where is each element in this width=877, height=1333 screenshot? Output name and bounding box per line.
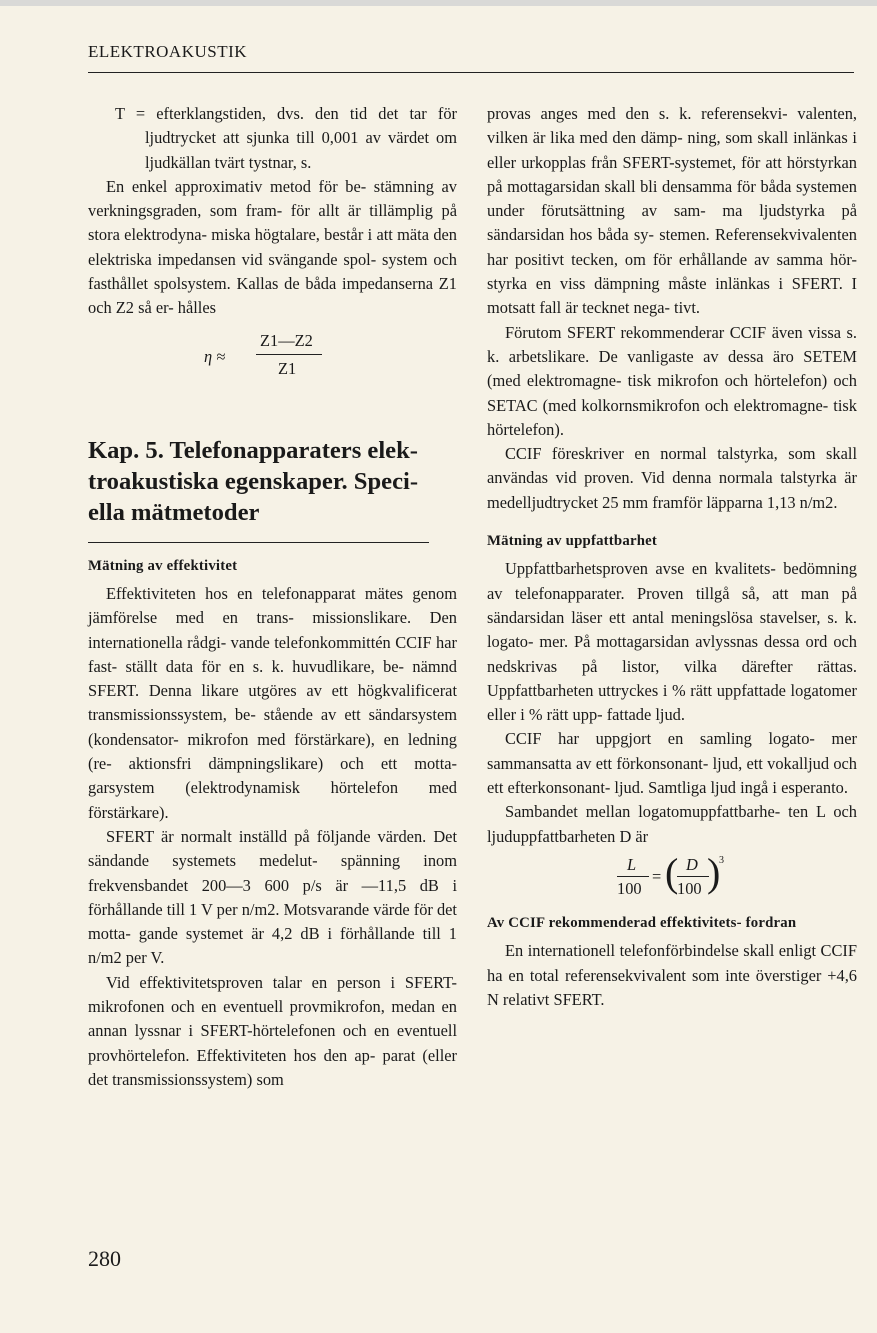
paragraph: En enkel approximativ metod för be- stämning av verkningsgraden, som fram- för allt är tillämplig på stora elektrodyna- miska högtalare, består i att mäta den elektriska impedansen vid svängande spol- system och fasthållet spolsystem. Kallas de båda impedanserna Z1 och Z2 så er- hålles (88, 176, 457, 318)
paragraph: Förutom SFERT rekommenderar CCIF även vissa s. k. arbetslikare. De vanligaste av dessa äro SETEM (med elektromagne- tisk mikrofon och hörtelefon) och SETAC (med kolkornsmikrofon och elektromagne- tisk hörtelefon). (487, 322, 857, 439)
running-head: ELEKTROAKUSTIK (88, 42, 248, 61)
header-rule (88, 72, 854, 73)
formula-equals: = (652, 866, 662, 886)
paragraph: provas anges med den s. k. referensekvi- valenten, vilken är lika med den dämp- ning, som skall inlänkas i eller urkopplas från SFERT-systemet, för att hörstyrkan på mottagarsidan skall bli densamma för båda systemen under förutsättning av sam- ma ljudstyrka på sändarsidan hos båda sy- stemen. Referensekvivalenten har positivt tecken, om för erhållande av samma hör- styrka en viss dämpning måste inlänkas i SFERT. I motsatt fall är tecknet nega- tivt. (487, 104, 857, 318)
fraction-bar (256, 354, 322, 355)
paragraph: Vid effektivitetsproven talar en person i SFERT-mikrofonen och en eventuell provmikrofon, medan en annan lyssnar i SFERT-hörtelefonen och en eventuell provhörtelefon. Effektiviteten hos den ap- parat (eller det transmissionssystem) som (88, 972, 457, 1089)
book-page (0, 6, 877, 1333)
left-paren-icon: ( (665, 849, 679, 895)
section-heading: Mätning av effektivitet (88, 557, 238, 574)
paragraph: Uppfattbarhetsproven avse en kvalitets- bedömning av telefonapparater. Proven tillgå så, att man på sändarsidan läser ett antal meningslösa stavelser, s. k. logato- mer. På mottagarsidan avlyssnas dessa ord och nedskrivas på listor, vilka därefter rättas. Uppfattbarheten uttryckes i % rätt uppfattade logatomer eller i % rätt upp- fattade ljud. (487, 559, 857, 725)
formula-rhs-denominator: 100 (677, 878, 702, 898)
paragraph: Sambandet mellan logatomuppfattbarhe- ten L och ljuduppfattbarheten D är (487, 802, 857, 846)
definition-paragraph: T = efterklangstiden, dvs. den tid det tar för ljudtrycket att sjunka till 0,001 av värdet om ljudkällan tvärt tystnar, s. (115, 104, 457, 172)
paragraph: Effektiviteten hos en telefonapparat mätes genom jämförelse med en trans- missionslikare. Den internationella rådgi- vande telefonkommittén CCIF har fast- ställt data för en s. k. huvudlikare, be- nämnd SFERT. Denna likare utgöres av ett högkvalificerat transmissionssystem, be- stående av ett sändarsystem (kondensator- mikrofon med förstärkare), en ledning (re- aktionsfri dämpningslikare) och ett motta- garsystem (elektrodynamisk hörtelefon med förstärkare). (88, 583, 457, 822)
formula-denominator: Z1 (278, 358, 297, 378)
section-heading: Mätning av uppfattbarhet (487, 533, 658, 550)
paragraph: SFERT är normalt inställd på följande värden. Det sändande systemets medelut- spänning inom frekvensbandet 200—3 600 p/s är —11,5 dB i förhållande till 1 V per n/m2. Motsvarande värde för det motta- gande systemet är 4,2 dB i förhållande till 1 n/m2 per V. (88, 826, 457, 968)
formula-numerator: Z1—Z2 (260, 330, 313, 350)
paragraph: CCIF föreskriver en normal talstyrka, som skall användas vid proven. Vid denna normala talstyrka är medelljudtrycket 25 mm framför läpparna 1,13 n/m2. (487, 444, 857, 512)
formula-rhs-numerator: D (686, 854, 698, 874)
intelligibility-formula (487, 849, 857, 907)
right-column (487, 102, 857, 1012)
chapter-rule (88, 542, 429, 543)
formula-lhs-denominator: 100 (617, 878, 642, 898)
formula-exponent: 3 (719, 854, 724, 866)
efficiency-formula (88, 321, 457, 391)
right-paren-icon: ) (707, 849, 721, 895)
section-heading: Av CCIF rekommenderad effektivitets- fordran (487, 914, 797, 931)
paragraph: En internationell telefonförbindelse skall enligt CCIF ha en total referensekvivalent som inte överstiger +4,6 N relativt SFERT. (487, 941, 857, 1009)
formula-lhs-numerator: L (627, 854, 637, 874)
chapter-heading: Kap. 5. Telefonapparaters elek- troakustiska egenskaper. Speci- ella mätmetoder (88, 436, 419, 526)
page-number: 280 (88, 1246, 121, 1271)
paragraph: CCIF har uppgjort en samling logato- mer sammansatta av ett förkonsonant- ljud, ett vokalljud och ett efterkonsonant- ljud. Samtliga ljud ingå i esperanto. (487, 729, 857, 798)
left-column (88, 102, 457, 1092)
formula-lhs: η ≈ (204, 346, 226, 366)
